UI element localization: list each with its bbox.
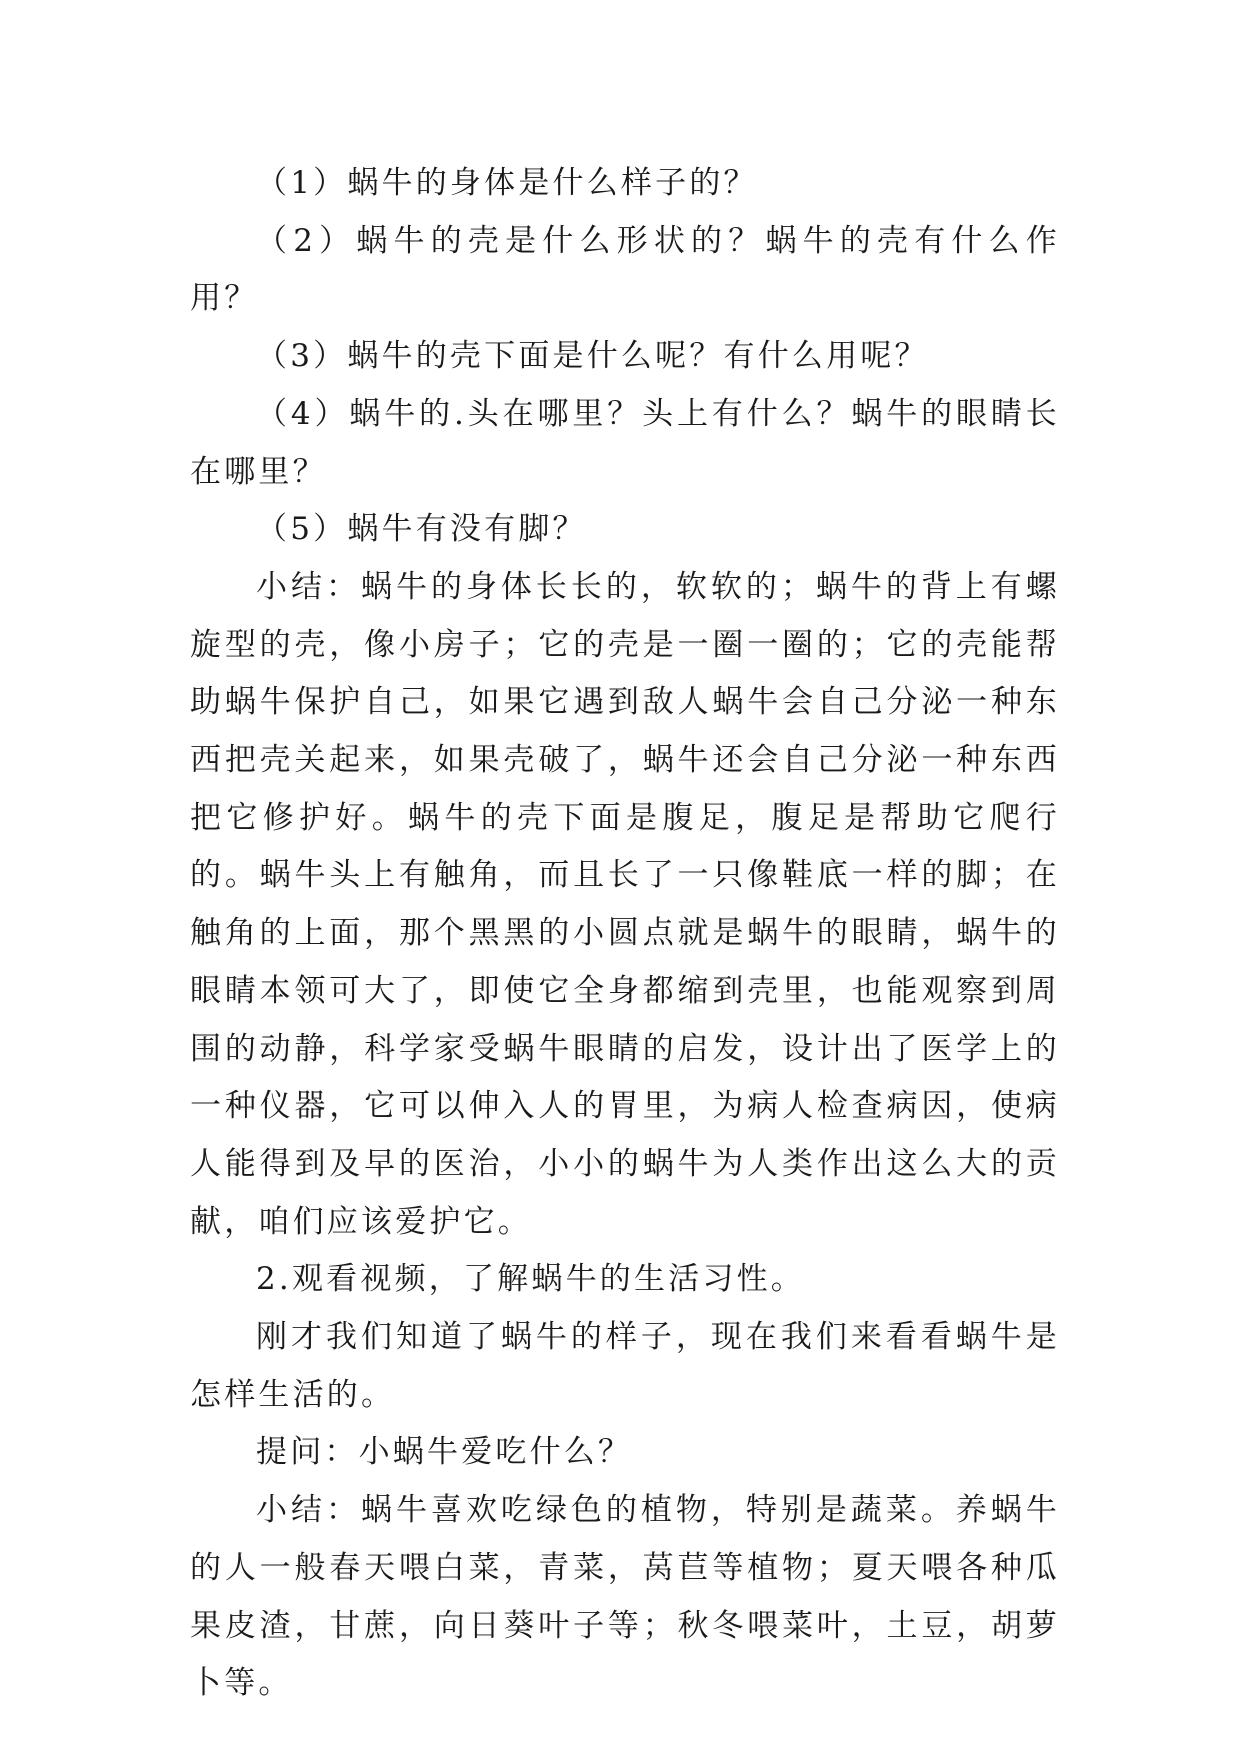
document-body [190, 155, 1060, 1713]
question-food: 提问：小蜗牛爱吃什么？ [256, 1434, 633, 1471]
section-heading-video: 2.观看视频，了解蜗牛的生活习性。 [256, 1261, 805, 1298]
summary-snail-body: 小结：蜗牛的身体长长的，软软的；蜗牛的背上有螺旋型的壳，像小房子；它的壳是一圈一圈的；它的壳能帮助蜗牛保护自己，如果它遇到敌人蜗牛会自己分泌一种东西把壳关起来，如果壳破了，蜗牛还会自己分泌一种东西把它修护好。蜗牛的壳下面是腹足，腹足是帮助它爬行的。蜗牛头上有触角，而且长了一只像鞋底一样的脚；在触角的上面，那个黑黑的小圆点就是蜗牛的眼睛，蜗牛的眼睛本领可大了，即使它全身都缩到壳里，也能观察到周围的动静，科学家受蜗牛眼睛的启发，设计出了医学上的一种仪器，它可以伸入人的胃里，为病人检查病因，使病人能得到及早的医治，小小的蜗牛为人类作出这么大的贡献，咱们应该爱护它。 [190, 568, 1060, 1240]
question-4: （4）蜗牛的.头在哪里？头上有什么？蜗牛的眼睛长在哪里？ [190, 395, 1060, 490]
question-2: （2）蜗牛的壳是什么形状的？蜗牛的壳有什么作用？ [190, 222, 1060, 317]
question-3: （3）蜗牛的壳下面是什么呢？有什么用呢？ [256, 338, 929, 375]
summary-snail-food: 小结：蜗牛喜欢吃绿色的植物，特别是蔬菜。养蜗牛的人一般春天喂白菜，青菜，莴苣等植物；夏天喂各种瓜果皮渣，甘蔗，向日葵叶子等；秋冬喂菜叶，土豆，胡萝卜等。 [190, 1492, 1060, 1702]
question-1: （1）蜗牛的身体是什么样子的？ [256, 165, 758, 201]
intro-paragraph: 刚才我们知道了蜗牛的样子，现在我们来看看蜗牛是怎样生活的。 [190, 1319, 1060, 1413]
question-5: （5）蜗牛有没有脚？ [256, 511, 587, 548]
